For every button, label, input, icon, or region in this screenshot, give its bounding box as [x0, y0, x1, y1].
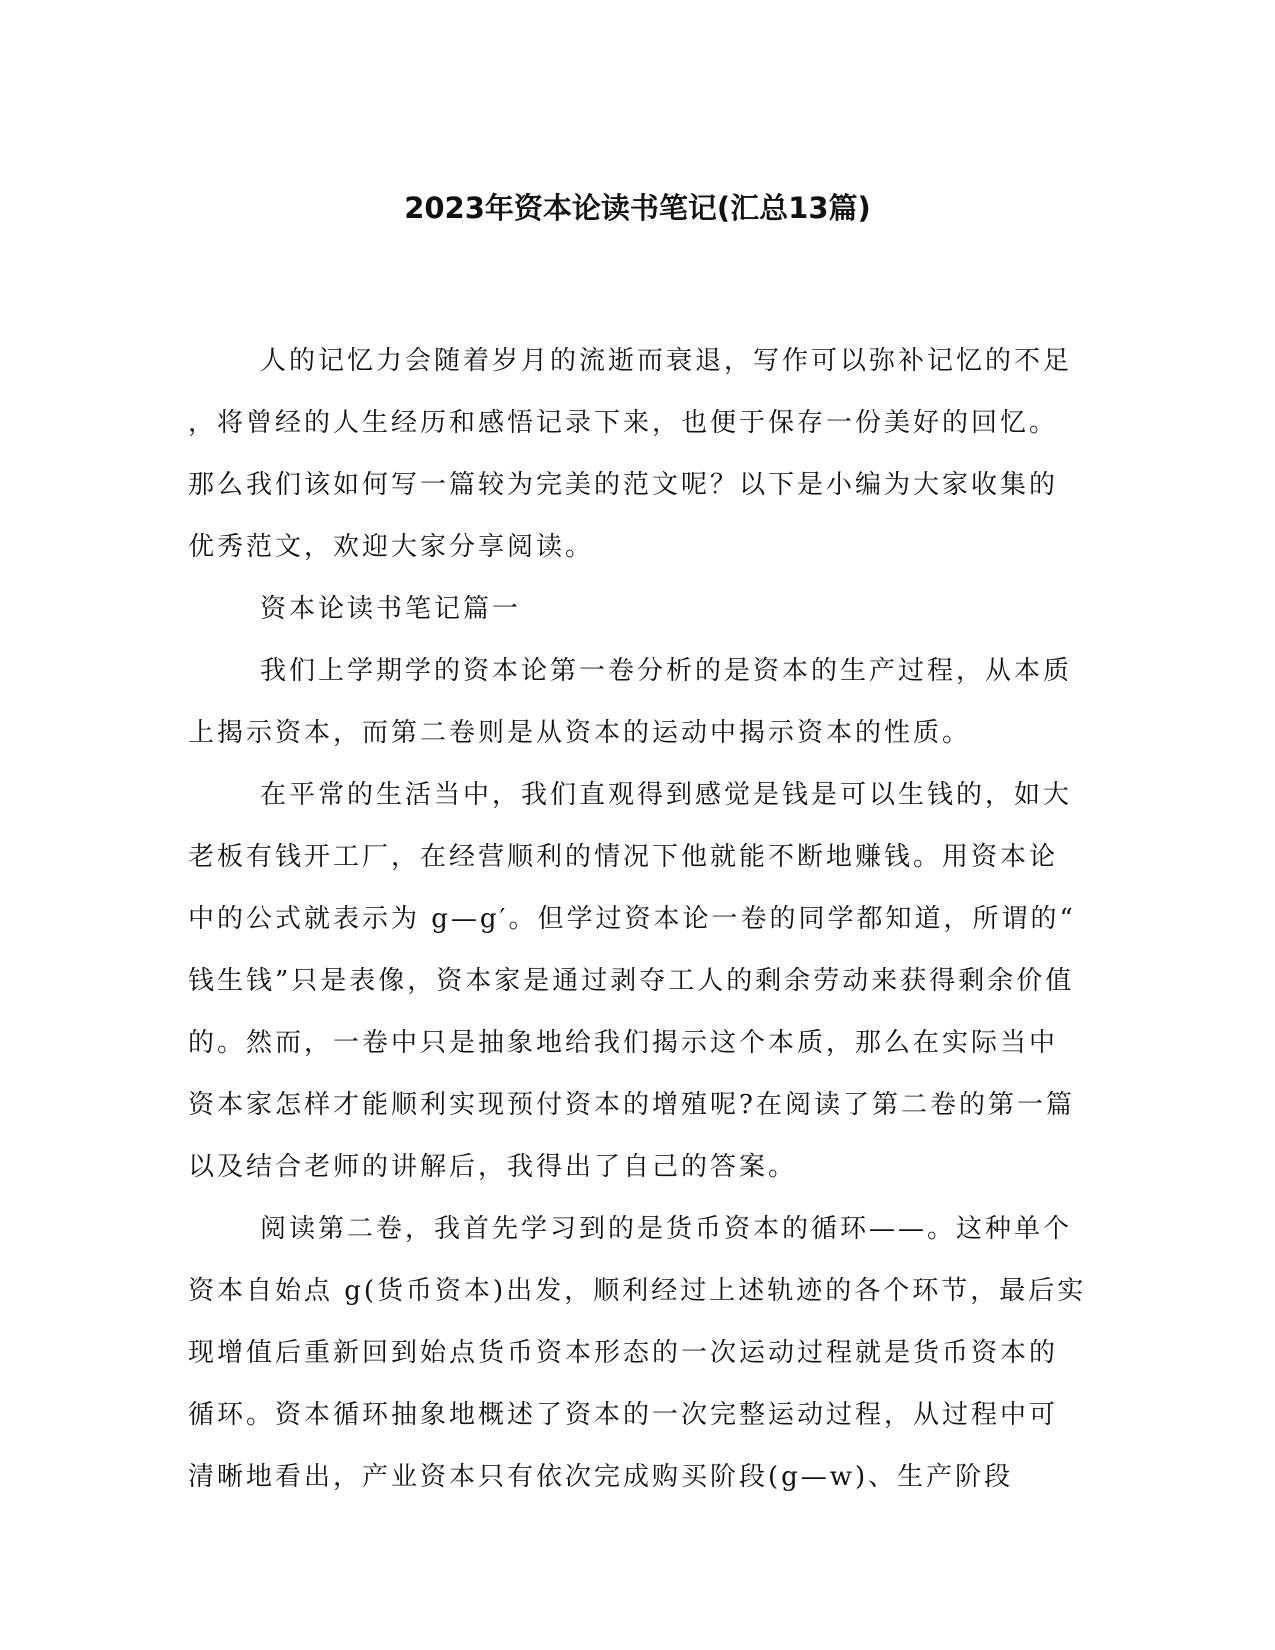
body-line: 钱生钱”只是表像，资本家是通过剥夺工人的剩余劳动来获得剩余价值 — [188, 966, 1075, 996]
body-line: 优秀范文，欢迎大家分享阅读。 — [188, 532, 595, 562]
body-line: 中的公式就表示为 g—g′。但学过资本论一卷的同学都知道，所谓的“ — [188, 904, 1076, 934]
body-line: 现增值后重新回到始点货币资本形态的一次运动过程就是货币资本的 — [188, 1338, 1059, 1368]
body-line: 我们上学期学的资本论第一卷分析的是资本的生产过程，从本质 — [260, 656, 1073, 686]
body-line: 资本自始点 g(货币资本)出发，顺利经过上述轨迹的各个环节，最后实 — [188, 1276, 1087, 1306]
body-line: 清晰地看出，产业资本只有依次完成购买阶段(g—w)、生产阶段 — [188, 1462, 1014, 1492]
body-line: ，将曾经的人生经历和感悟记录下来，也便于保存一份美好的回忆。 — [188, 408, 1059, 438]
body-line: 循环。资本循环抽象地概述了资本的一次完整运动过程，从过程中可 — [188, 1400, 1059, 1430]
body-line: 阅读第二卷，我首先学习到的是货币资本的循环——。这种单个 — [260, 1214, 1073, 1244]
body-line: 在平常的生活当中，我们直观得到感觉是钱是可以生钱的，如大 — [260, 780, 1073, 810]
body-line: 上揭示资本，而第二卷则是从资本的运动中揭示资本的性质。 — [188, 718, 972, 748]
body-line: 的。然而，一卷中只是抽象地给我们揭示这个本质，那么在实际当中 — [188, 1028, 1059, 1058]
body-line: 那么我们该如何写一篇较为完美的范文呢？以下是小编为大家收集的 — [188, 470, 1059, 500]
document-title: 2023年资本论读书笔记(汇总13篇) — [404, 191, 871, 225]
document-body — [188, 330, 1087, 1508]
body-line: 资本家怎样才能顺利实现预付资本的增殖呢?在阅读了第二卷的第一篇 — [188, 1090, 1075, 1120]
body-line: 以及结合老师的讲解后，我得出了自己的答案。 — [188, 1152, 798, 1182]
body-line: 老板有钱开工厂，在经营顺利的情况下他就能不断地赚钱。用资本论 — [188, 842, 1059, 872]
body-line: 人的记忆力会随着岁月的流逝而衰退，写作可以弥补记忆的不足 — [260, 346, 1073, 376]
body-line: 资本论读书笔记篇一 — [260, 594, 522, 624]
